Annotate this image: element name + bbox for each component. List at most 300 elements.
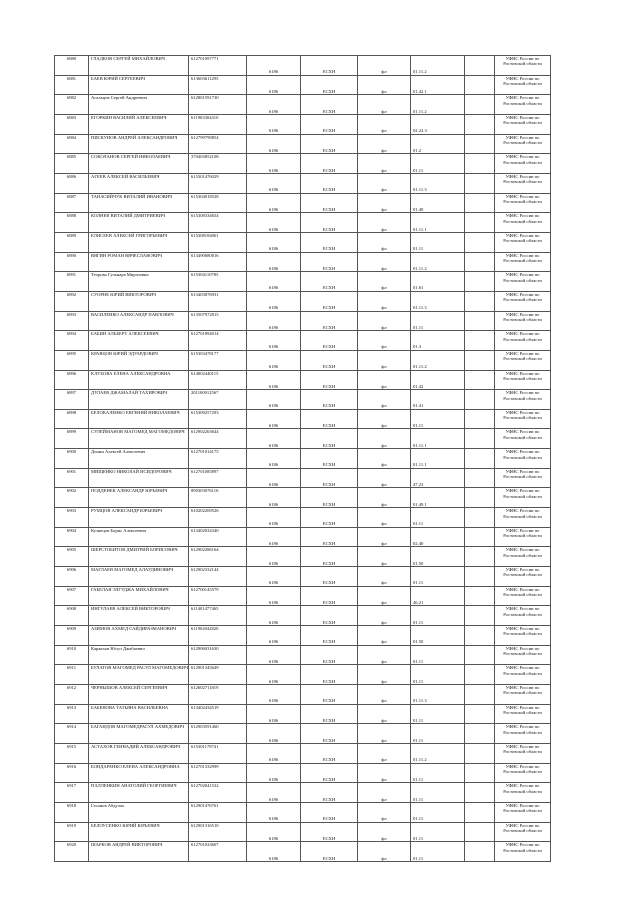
table-row bbox=[55, 685, 551, 705]
tax-authority bbox=[495, 802, 551, 822]
registry-table bbox=[54, 55, 551, 862]
tax-authority-line-2: Ростовской области bbox=[503, 415, 542, 421]
tax-office-code: 6186 bbox=[247, 252, 301, 272]
activity-code: 01.11.2 bbox=[411, 252, 465, 272]
table-row bbox=[55, 822, 551, 842]
taxpayer-inn: 613403876931 bbox=[189, 291, 247, 311]
tax-regime: ЕСХН bbox=[301, 409, 358, 429]
row-number: 6915 bbox=[55, 743, 89, 763]
table-row bbox=[55, 606, 551, 626]
table-row bbox=[55, 213, 551, 233]
tax-regime: ЕСХН bbox=[301, 390, 358, 410]
activity-code: 01.11 bbox=[411, 665, 465, 685]
empty-cell bbox=[465, 567, 495, 587]
tax-authority bbox=[495, 232, 551, 252]
empty-cell bbox=[465, 606, 495, 626]
row-number: 6910 bbox=[55, 645, 89, 665]
person-type: фл bbox=[358, 567, 411, 587]
taxpayer-name: ПАЛЛЕНКИН АНАТОЛИЙ ГЕОРГИЕВИЧ bbox=[89, 783, 189, 803]
empty-cell bbox=[465, 370, 495, 390]
activity-code: 01.11.2 bbox=[411, 743, 465, 763]
tax-regime: ЕСХН bbox=[301, 547, 358, 567]
tax-authority bbox=[495, 114, 551, 134]
person-type: фл bbox=[358, 134, 411, 154]
taxpayer-name: ГЛАДКОВ СЕРГЕЙ МИХАЙЛОВИЧ bbox=[89, 56, 189, 76]
taxpayer-name: МАГЛАЕВ МАГОМЕД АЛАУДИНОВИЧ bbox=[89, 567, 189, 587]
taxpayer-inn: 615303478177 bbox=[189, 350, 247, 370]
row-number: 6890 bbox=[55, 252, 89, 272]
tax-office-code: 6186 bbox=[247, 291, 301, 311]
tax-office-code: 6186 bbox=[247, 114, 301, 134]
tax-office-code: 6186 bbox=[247, 449, 301, 469]
tax-office-code: 6186 bbox=[247, 704, 301, 724]
row-number: 6886 bbox=[55, 173, 89, 193]
tax-authority-line-2: Ростовской области bbox=[503, 356, 542, 362]
taxpayer-inn: 611902042820 bbox=[189, 626, 247, 646]
person-type: фл bbox=[358, 783, 411, 803]
taxpayer-inn: 613603611295 bbox=[189, 75, 247, 95]
tax-authority bbox=[495, 665, 551, 685]
taxpayer-name: АСТАХОВ ГЕННАДИЙ АЛЕКСАНДРОВИЧ bbox=[89, 743, 189, 763]
tax-office-code: 6186 bbox=[247, 331, 301, 351]
tax-authority-line-2: Ростовской области bbox=[503, 454, 542, 460]
taxpayer-inn: 613402434519 bbox=[189, 704, 247, 724]
tax-regime: ЕСХН bbox=[301, 114, 358, 134]
registry-table-body bbox=[55, 56, 551, 862]
row-number: 6891 bbox=[55, 272, 89, 292]
tax-authority bbox=[495, 547, 551, 567]
activity-code: 02.40 bbox=[411, 527, 465, 547]
person-type: фл bbox=[358, 449, 411, 469]
activity-code: 01.11 bbox=[411, 724, 465, 744]
row-number: 6893 bbox=[55, 311, 89, 331]
taxpayer-inn: 614802440115 bbox=[189, 370, 247, 390]
row-number: 6896 bbox=[55, 370, 89, 390]
tax-office-code: 6186 bbox=[247, 409, 301, 429]
empty-cell bbox=[465, 291, 495, 311]
activity-code: 01.11 bbox=[411, 508, 465, 528]
taxpayer-inn: 612701332999 bbox=[189, 763, 247, 783]
tax-regime: ЕСХН bbox=[301, 449, 358, 469]
tax-authority-line-1: УФНС России по bbox=[505, 626, 540, 632]
taxpayer-name: БУЛАТОВ МАГОМЕД РАСУЛ МАГОМЕДОВИЧ bbox=[89, 665, 189, 685]
row-number: 6899 bbox=[55, 429, 89, 449]
tax-authority-line-2: Ростовской области bbox=[503, 336, 542, 342]
row-number: 6894 bbox=[55, 331, 89, 351]
empty-cell bbox=[465, 527, 495, 547]
taxpayer-inn: 615308184061 bbox=[189, 232, 247, 252]
row-number: 6917 bbox=[55, 783, 89, 803]
taxpayer-inn: 612901476761 bbox=[189, 802, 247, 822]
tax-regime: ЕСХН bbox=[301, 232, 358, 252]
tax-authority bbox=[495, 567, 551, 587]
tax-authority bbox=[495, 508, 551, 528]
tax-office-code: 6186 bbox=[247, 626, 301, 646]
tax-authority-line-1: УФНС России по bbox=[505, 645, 540, 651]
taxpayer-inn: 613507972815 bbox=[189, 311, 247, 331]
taxpayer-inn: 612801591730 bbox=[189, 95, 247, 115]
tax-office-code: 6186 bbox=[247, 95, 301, 115]
empty-cell bbox=[465, 586, 495, 606]
table-row bbox=[55, 704, 551, 724]
empty-cell bbox=[465, 685, 495, 705]
tax-regime: ЕСХН bbox=[301, 154, 358, 174]
taxpayer-inn: 612701097771 bbox=[189, 56, 247, 76]
taxpayer-inn: 370403852108 bbox=[189, 154, 247, 174]
row-number: 6900 bbox=[55, 449, 89, 469]
person-type: фл bbox=[358, 645, 411, 665]
tax-authority bbox=[495, 75, 551, 95]
tax-office-code: 6186 bbox=[247, 665, 301, 685]
tax-authority-line-1: УФНС России по bbox=[505, 291, 540, 297]
table-row bbox=[55, 311, 551, 331]
row-number: 6892 bbox=[55, 291, 89, 311]
person-type: фл bbox=[358, 665, 411, 685]
table-row bbox=[55, 842, 551, 862]
taxpayer-inn: 610202269526 bbox=[189, 508, 247, 528]
tax-office-code: 6186 bbox=[247, 527, 301, 547]
empty-cell bbox=[465, 331, 495, 351]
person-type: фл bbox=[358, 370, 411, 390]
taxpayer-name: Донин Алексей Алексеевич bbox=[89, 449, 189, 469]
tax-regime: ЕСХН bbox=[301, 626, 358, 646]
tax-office-code: 6186 bbox=[247, 822, 301, 842]
person-type: фл bbox=[358, 802, 411, 822]
person-type: фл bbox=[358, 429, 411, 449]
tax-authority-line-1: УФНС России по bbox=[505, 842, 540, 848]
empty-cell bbox=[465, 724, 495, 744]
table-row bbox=[55, 75, 551, 95]
table-row bbox=[55, 370, 551, 390]
tax-office-code: 6186 bbox=[247, 488, 301, 508]
activity-code: 01.49 bbox=[411, 193, 465, 213]
tax-authority-line-1: УФНС России по bbox=[505, 134, 540, 140]
person-type: фл bbox=[358, 606, 411, 626]
tax-authority-line-2: Ростовской области bbox=[503, 808, 542, 814]
person-type: фл bbox=[358, 75, 411, 95]
empty-cell bbox=[465, 645, 495, 665]
person-type: фл bbox=[358, 685, 411, 705]
person-type: фл bbox=[358, 390, 411, 410]
taxpayer-inn: 613402034340 bbox=[189, 527, 247, 547]
tax-regime: ЕСХН bbox=[301, 724, 358, 744]
tax-office-code: 6186 bbox=[247, 724, 301, 744]
person-type: фл bbox=[358, 272, 411, 292]
tax-authority-line-2: Ростовской области bbox=[503, 513, 542, 519]
tax-authority-line-1: УФНС России по bbox=[505, 547, 540, 553]
tax-authority-line-2: Ростовской области bbox=[503, 788, 542, 794]
taxpayer-name: ПОДДЕНЕК АЛЕКСАНДР ЮРЬЕВИЧ bbox=[89, 488, 189, 508]
activity-code: 47.23 bbox=[411, 468, 465, 488]
tax-office-code: 6186 bbox=[247, 75, 301, 95]
activity-code: 01.50 bbox=[411, 547, 465, 567]
empty-cell bbox=[465, 154, 495, 174]
row-number: 6919 bbox=[55, 822, 89, 842]
taxpayer-inn: 615304110785 bbox=[189, 272, 247, 292]
tax-authority-line-1: УФНС России по bbox=[505, 213, 540, 219]
tax-regime: ЕСХН bbox=[301, 567, 358, 587]
tax-authority-line-2: Ростовской области bbox=[503, 218, 542, 224]
person-type: фл bbox=[358, 586, 411, 606]
table-row bbox=[55, 802, 551, 822]
taxpayer-inn: 612701014175 bbox=[189, 449, 247, 469]
tax-authority-line-1: УФНС России по bbox=[505, 822, 540, 828]
tax-authority bbox=[495, 763, 551, 783]
taxpayer-inn: 615301476029 bbox=[189, 173, 247, 193]
activity-code: 01.11 bbox=[411, 783, 465, 803]
person-type: фл bbox=[358, 173, 411, 193]
empty-cell bbox=[465, 350, 495, 370]
tax-authority-line-2: Ростовской области bbox=[503, 474, 542, 480]
tax-authority bbox=[495, 56, 551, 76]
row-number: 6901 bbox=[55, 468, 89, 488]
tax-office-code: 6186 bbox=[247, 429, 301, 449]
table-row bbox=[55, 665, 551, 685]
taxpayer-name: РУМЦОВ АЛЕКСАНДР ЮРЬЕВИЧ bbox=[89, 508, 189, 528]
tax-authority-line-2: Ростовской области bbox=[503, 238, 542, 244]
table-row bbox=[55, 95, 551, 115]
taxpayer-name: ЕЛИСЕЕВ АЛЕКСЕЙ ГРИГОРЬЕВИЧ bbox=[89, 232, 189, 252]
taxpayer-name: КЛУБОВА ЕЛЕНА АЛЕКСАНДРОВНА bbox=[89, 370, 189, 390]
tax-office-code: 6186 bbox=[247, 586, 301, 606]
taxpayer-name: БЕЛОУСЕНКО ЮРИЙ ЮРЬЕВИЧ bbox=[89, 822, 189, 842]
person-type: фл bbox=[358, 488, 411, 508]
activity-code: 01.42 bbox=[411, 370, 465, 390]
tax-authority-line-1: УФНС России по bbox=[505, 390, 540, 396]
tax-regime: ЕСХН bbox=[301, 743, 358, 763]
table-row bbox=[55, 527, 551, 547]
tax-authority-line-1: УФНС России по bbox=[505, 567, 540, 573]
tax-authority-line-1: УФНС России по bbox=[505, 56, 540, 61]
taxpayer-inn: 611401477465 bbox=[189, 606, 247, 626]
table-row bbox=[55, 586, 551, 606]
row-number: 6905 bbox=[55, 547, 89, 567]
empty-cell bbox=[465, 56, 495, 76]
tax-authority bbox=[495, 704, 551, 724]
activity-code: 46.21 bbox=[411, 586, 465, 606]
row-number: 6904 bbox=[55, 527, 89, 547]
empty-cell bbox=[465, 449, 495, 469]
row-number: 6889 bbox=[55, 232, 89, 252]
row-number: 6912 bbox=[55, 685, 89, 705]
taxpayer-inn: 612906031630 bbox=[189, 645, 247, 665]
tax-office-code: 6186 bbox=[247, 154, 301, 174]
taxpayer-name: ИНГУЛАЕВ АЛЕКСЕЙ ВИКТОРОВИЧ bbox=[89, 606, 189, 626]
tax-authority-line-1: УФНС России по bbox=[505, 173, 540, 179]
person-type: фл bbox=[358, 193, 411, 213]
tax-authority-line-1: УФНС России по bbox=[505, 606, 540, 612]
taxpayer-inn: 612701023607 bbox=[189, 842, 247, 862]
tax-office-code: 6186 bbox=[247, 802, 301, 822]
table-row bbox=[55, 56, 551, 76]
tax-authority-line-1: УФНС России по bbox=[505, 193, 540, 199]
tax-authority-line-1: УФНС России по bbox=[505, 763, 540, 769]
tax-authority-line-2: Ростовской области bbox=[503, 769, 542, 775]
table-row bbox=[55, 193, 551, 213]
tax-authority bbox=[495, 272, 551, 292]
activity-code: 01.11.1 bbox=[411, 449, 465, 469]
tax-authority bbox=[495, 645, 551, 665]
person-type: фл bbox=[358, 508, 411, 528]
taxpayer-name: КОЛНЕВ ВИТАЛИЙ ДМИТРИЕВИЧ bbox=[89, 213, 189, 233]
empty-cell bbox=[465, 468, 495, 488]
activity-code: 01.11 bbox=[411, 822, 465, 842]
tax-office-code: 6186 bbox=[247, 193, 301, 213]
taxpayer-name: БОНДАРЕНКО ЕЛЕНА АЛЕКСАНДРОВНА bbox=[89, 763, 189, 783]
tax-regime: ЕСХН bbox=[301, 704, 358, 724]
row-number: 6918 bbox=[55, 802, 89, 822]
tax-authority-line-2: Ростовской области bbox=[503, 316, 542, 322]
activity-code: 01.11 bbox=[411, 232, 465, 252]
tax-authority bbox=[495, 252, 551, 272]
taxpayer-name: СОКОЛАНОВ СЕРГЕЙ НИКОЛАЕВИЧ bbox=[89, 154, 189, 174]
empty-cell bbox=[465, 783, 495, 803]
tax-office-code: 6186 bbox=[247, 173, 301, 193]
empty-cell bbox=[465, 409, 495, 429]
row-number: 6887 bbox=[55, 193, 89, 213]
tax-authority-line-1: УФНС России по bbox=[505, 704, 540, 710]
empty-cell bbox=[465, 626, 495, 646]
taxpayer-inn: 615301178741 bbox=[189, 743, 247, 763]
person-type: фл bbox=[358, 350, 411, 370]
tax-authority bbox=[495, 488, 551, 508]
table-row bbox=[55, 173, 551, 193]
tax-regime: ЕСХН bbox=[301, 173, 358, 193]
tax-authority bbox=[495, 743, 551, 763]
table-row bbox=[55, 232, 551, 252]
tax-regime: ЕСХН bbox=[301, 606, 358, 626]
row-number: 6906 bbox=[55, 567, 89, 587]
tax-authority-line-2: Ростовской области bbox=[503, 375, 542, 381]
tax-authority-line-1: УФНС России по bbox=[505, 232, 540, 238]
activity-code: 01.11 bbox=[411, 409, 465, 429]
taxpayer-name: ШЕРСТОБИТОВ ДМИТРИЙ БОРИСОВИЧ bbox=[89, 547, 189, 567]
tax-office-code: 6186 bbox=[247, 685, 301, 705]
person-type: фл bbox=[358, 763, 411, 783]
tax-authority bbox=[495, 213, 551, 233]
taxpayer-inn: 612901316510 bbox=[189, 822, 247, 842]
activity-code: 01.49.1 bbox=[411, 488, 465, 508]
taxpayer-name: ТАНАСИЙЧУК ВИТАЛИЙ ИВАНОВИЧ bbox=[89, 193, 189, 213]
tax-authority bbox=[495, 370, 551, 390]
tax-office-code: 6186 bbox=[247, 567, 301, 587]
tax-authority-line-2: Ростовской области bbox=[503, 395, 542, 401]
table-row bbox=[55, 547, 551, 567]
table-row bbox=[55, 567, 551, 587]
empty-cell bbox=[465, 488, 495, 508]
table-row bbox=[55, 743, 551, 763]
tax-authority-line-1: УФНС России по bbox=[505, 724, 540, 730]
row-number: 6914 bbox=[55, 724, 89, 744]
row-number: 6880 bbox=[55, 56, 89, 76]
person-type: фл bbox=[358, 232, 411, 252]
taxpayer-name: БАЕВ ЮРИЙ СЕРГЕЕВИЧ bbox=[89, 75, 189, 95]
tax-authority-line-1: УФНС России по bbox=[505, 468, 540, 474]
tax-regime: ЕСХН bbox=[301, 488, 358, 508]
empty-cell bbox=[465, 802, 495, 822]
tax-regime: ЕСХН bbox=[301, 134, 358, 154]
person-type: фл bbox=[358, 114, 411, 134]
tax-authority-line-2: Ростовской области bbox=[503, 670, 542, 676]
tax-authority-line-1: УФНС России по bbox=[505, 272, 540, 278]
table-row bbox=[55, 429, 551, 449]
table-row bbox=[55, 390, 551, 410]
empty-cell bbox=[465, 232, 495, 252]
person-type: фл bbox=[358, 213, 411, 233]
taxpayer-inn: 612902286164 bbox=[189, 547, 247, 567]
taxpayer-name: БЕЛОКАЛЕНКО ЕВГЕНИЙ НИКОЛАЕВИЧ bbox=[89, 409, 189, 429]
activity-code: 01.50 bbox=[411, 626, 465, 646]
tax-regime: ЕСХН bbox=[301, 56, 358, 76]
activity-code: 01.11.1 bbox=[411, 213, 465, 233]
person-type: фл bbox=[358, 311, 411, 331]
tax-authority bbox=[495, 193, 551, 213]
activity-code: 01.11.3 bbox=[411, 291, 465, 311]
person-type: фл bbox=[358, 95, 411, 115]
empty-cell bbox=[465, 743, 495, 763]
row-number: 6895 bbox=[55, 350, 89, 370]
tax-authority-line-2: Ростовской области bbox=[503, 297, 542, 303]
activity-code: 01.11 bbox=[411, 645, 465, 665]
tax-regime: ЕСХН bbox=[301, 665, 358, 685]
table-row bbox=[55, 331, 551, 351]
table-row bbox=[55, 252, 551, 272]
taxpayer-inn: 890303076116 bbox=[189, 488, 247, 508]
taxpayer-name: Гасанов Абдулах bbox=[89, 802, 189, 822]
taxpayer-inn: 612602711819 bbox=[189, 685, 247, 705]
tax-authority-line-2: Ростовской области bbox=[503, 179, 542, 185]
taxpayer-name: ШАРКОВ АНДРЕЙ ВИКТОРОВИЧ bbox=[89, 842, 189, 862]
tax-authority-line-2: Ростовской области bbox=[503, 277, 542, 283]
taxpayer-inn: 612700145579 bbox=[189, 586, 247, 606]
tax-authority-line-1: УФНС России по bbox=[505, 350, 540, 356]
tax-authority bbox=[495, 173, 551, 193]
taxpayer-name: Кузнецов Борис Алексеевич bbox=[89, 527, 189, 547]
tax-regime: ЕСХН bbox=[301, 252, 358, 272]
tax-authority-line-2: Ростовской области bbox=[503, 552, 542, 558]
taxpayer-name: МИЩЕНКО НИКОЛАЙ ИСИДОРОВИЧ bbox=[89, 468, 189, 488]
tax-authority-line-2: Ростовской области bbox=[503, 611, 542, 617]
activity-code: 01.11.2 bbox=[411, 95, 465, 115]
empty-cell bbox=[465, 311, 495, 331]
tax-regime: ЕСХН bbox=[301, 763, 358, 783]
taxpayer-inn: 615304018528 bbox=[189, 193, 247, 213]
empty-cell bbox=[465, 134, 495, 154]
taxpayer-inn: 612701894014 bbox=[189, 331, 247, 351]
empty-cell bbox=[465, 842, 495, 862]
tax-authority bbox=[495, 331, 551, 351]
taxpayer-name: ВАСИЛЕНКО АЛЕКСАНДР ПАВЛОВИЧ bbox=[89, 311, 189, 331]
row-number: 6920 bbox=[55, 842, 89, 862]
taxpayer-name: БАБИН АЛЬБЕРТ АЛЕКСЕЕВИЧ bbox=[89, 331, 189, 351]
person-type: фл bbox=[358, 842, 411, 862]
row-number: 6881 bbox=[55, 75, 89, 95]
activity-code: 01.11 bbox=[411, 567, 465, 587]
row-number: 6909 bbox=[55, 626, 89, 646]
taxpayer-name: ЧЕРНЫШОВ АЛЕКСЕЙ СЕРГЕЕВИЧ bbox=[89, 685, 189, 705]
table-row bbox=[55, 154, 551, 174]
table-row bbox=[55, 350, 551, 370]
tax-authority bbox=[495, 822, 551, 842]
empty-cell bbox=[465, 390, 495, 410]
person-type: фл bbox=[358, 724, 411, 744]
tax-office-code: 6186 bbox=[247, 645, 301, 665]
activity-code: 01.11 bbox=[411, 802, 465, 822]
person-type: фл bbox=[358, 331, 411, 351]
taxpayer-inn: 612902332144 bbox=[189, 567, 247, 587]
activity-code: 01.11 bbox=[411, 842, 465, 862]
empty-cell bbox=[465, 547, 495, 567]
